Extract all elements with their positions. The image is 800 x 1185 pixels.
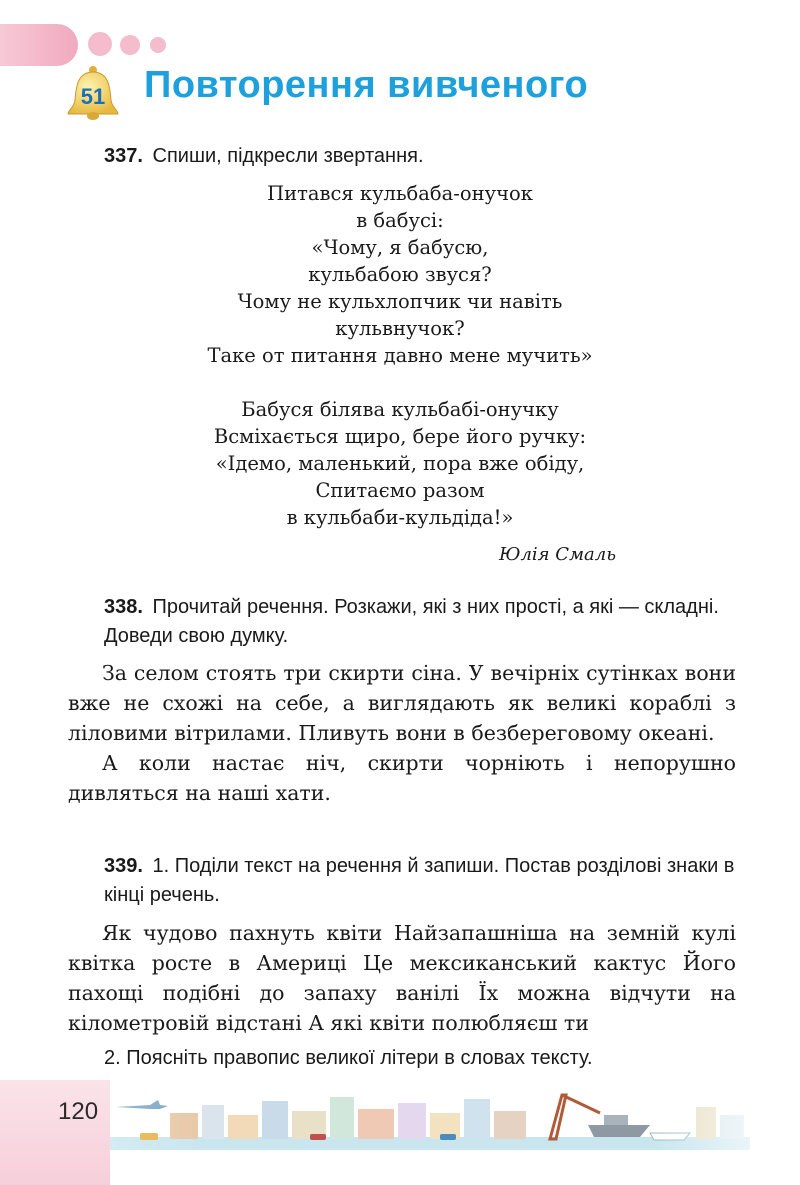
- task-number: 338.: [104, 596, 143, 618]
- text-paragraph: А коли настає ніч, скирти чорніють і непорушно дивляться на наші хати.: [68, 751, 736, 805]
- poem-line: в бабусі:: [356, 209, 444, 232]
- poem-line: в кульбаби-кульдіда!»: [286, 506, 514, 529]
- task-number: 337.: [104, 145, 143, 167]
- task-339-text: [68, 918, 736, 1038]
- footer-decoration: [0, 1080, 110, 1185]
- poem-line: «Ідемо, маленький, пора вже обіду,: [215, 452, 585, 475]
- task-instruction: Прочитай речення. Розкажи, які з них прості, а які — складні. Доведи свою думку.: [104, 596, 719, 647]
- poem-line: «Чому, я бабусю,: [311, 236, 489, 259]
- task-instruction: Спиши, підкресли звертання.: [152, 145, 424, 167]
- task-337-instruction: [104, 142, 740, 171]
- poem-author: Юлія Смаль: [498, 544, 616, 565]
- text-paragraph: Як чудово пахнуть квіти Найзапашніша на земній кулі квітка росте в Америці Це мексиканський кактус Його пахощі подібні до запаху ванілі Їх можна відчути на кілометровій відстані А які квіти полюбляєш ти: [68, 921, 736, 1035]
- task-instruction: 1. Поділи текст на речення й запиши. Постав розділові знаки в кінці речень.: [104, 855, 735, 906]
- task-338-text: [68, 658, 736, 808]
- poem-stanza-2: [150, 396, 650, 531]
- poem-line: Спитаємо разом: [315, 479, 485, 502]
- lesson-number: 51: [80, 84, 106, 109]
- header-dot: [150, 37, 166, 53]
- task-339-subtask: 2. Поясніть правопис великої літери в словах тексту.: [104, 1047, 593, 1069]
- header-dot: [120, 35, 140, 55]
- page-title: Повторення вивченого: [144, 64, 589, 106]
- poem-line: Таке от питання давно мене мучить»: [207, 344, 593, 367]
- text-paragraph: За селом стоять три скирти сіна. У вечірніх сутінках вони вже не схожі на себе, а виглядають як великі кораблі з ліловими вітрилами. Пливуть вони в безбереговому океані.: [68, 661, 736, 745]
- header-dot: [88, 32, 112, 56]
- poem-line: Питався кульбаба-онучок: [267, 182, 533, 205]
- task-339-instruction: [104, 852, 740, 910]
- poem-stanza-1: [150, 180, 650, 369]
- poem-line: Всміхається щиро, бере його ручку:: [213, 425, 587, 448]
- page-number: 120: [58, 1098, 99, 1125]
- header-decoration-bar: [0, 24, 78, 66]
- poem-line: Бабуся білява кульбабі-онучку: [241, 398, 559, 421]
- poem-line: Чому не кульхлопчик чи навіть: [237, 290, 563, 313]
- task-338-instruction: [104, 593, 740, 651]
- city-skyline-illustration: [110, 1085, 750, 1150]
- task-number: 339.: [104, 855, 143, 877]
- poem-line: кульвнучок?: [335, 317, 465, 340]
- poem-line: кульбабою звуся?: [308, 263, 492, 286]
